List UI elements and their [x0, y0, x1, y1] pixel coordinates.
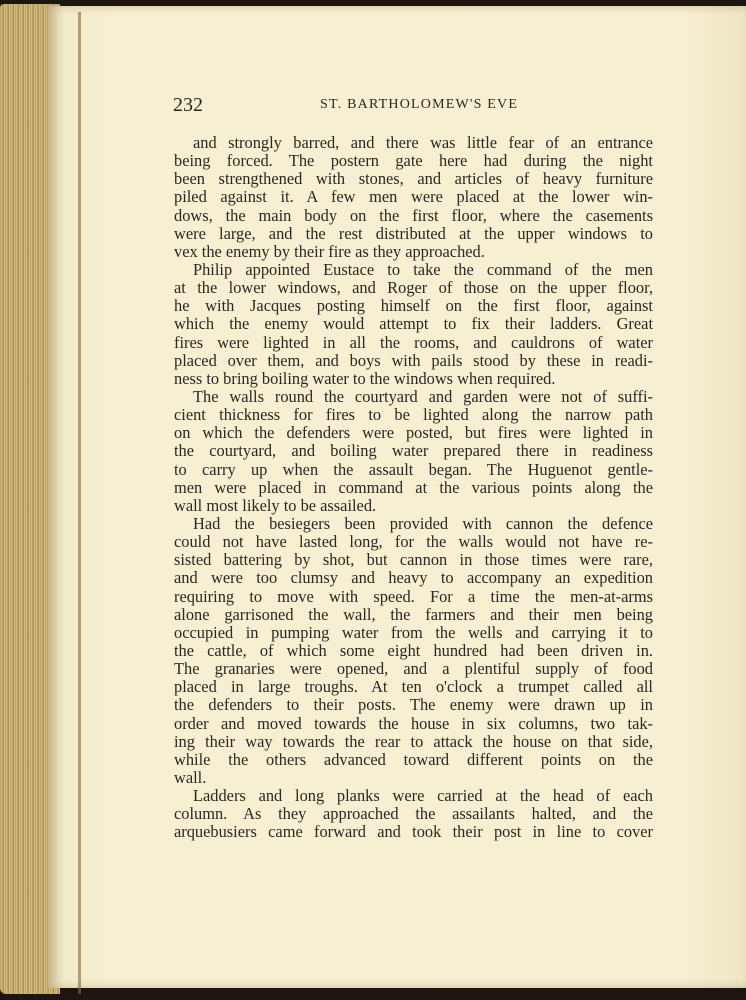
- text-line: the courtyard, and boiling water prepared there in readiness: [174, 441, 653, 461]
- running-title: ST. BARTHOLOMEW'S EVE: [320, 97, 519, 112]
- text-line: arquebusiers came forward and took their post in line to cover: [174, 822, 653, 842]
- paragraph: [174, 515, 653, 787]
- text-line: column. As they approached the assailants halted, and the: [174, 804, 653, 824]
- text-line: which the enemy would attempt to fix their ladders. Great: [174, 314, 653, 334]
- text-line: wall most likely to be assailed.: [174, 495, 377, 515]
- text-line: on which the defenders were posted, but fires were lighted in: [174, 423, 653, 443]
- text-line: men were placed in command at the various points along the: [174, 477, 653, 497]
- text-line: alone garrisoned the wall, the farmers and their men being: [174, 604, 653, 624]
- text-line: placed in large troughs. At ten o'clock a trumpet called all: [174, 677, 653, 697]
- text-line: at the lower windows, and Roger of those on the upper floor,: [174, 278, 653, 298]
- text-line: wall.: [174, 767, 207, 787]
- text-line: could not have lasted long, for the walls would not have re-: [174, 532, 653, 552]
- text-line: requiring to move with speed. For a time the men-at-arms: [174, 586, 653, 606]
- text-line: The granaries were opened, and a plentiful supply of food: [174, 659, 653, 679]
- text-line: occupied in pumping water from the wells and carrying it to: [174, 622, 653, 642]
- page-header: [170, 94, 656, 118]
- text-line: being forced. The postern gate here had during the night: [174, 151, 653, 171]
- text-line: were large, and the rest distributed at the upper windows to: [174, 223, 653, 243]
- paragraph: [174, 134, 653, 261]
- paragraph: [174, 261, 653, 388]
- text-line: order and moved towards the house in six columns, two tak-: [174, 713, 653, 733]
- text-line: vex the enemy by their fire as they approached.: [174, 241, 485, 261]
- text-line: to carry up when the assault began. The Huguenot gentle-: [174, 459, 653, 479]
- text-line: and strongly barred, and there was little fear of an entrance: [193, 133, 653, 152]
- gutter-shadow: [78, 12, 81, 994]
- text-line: the defenders to their posts. The enemy were drawn up in: [174, 695, 653, 715]
- text-line: cient thickness for fires to be lighted along the narrow path: [174, 405, 653, 425]
- text-line: The walls round the courtyard and garden were not of suffi-: [193, 386, 653, 406]
- text-line: dows, the main body on the first floor, where the casements: [174, 205, 653, 225]
- text-line: fires were lighted in all the rooms, and cauldrons of water: [174, 332, 653, 352]
- paragraph: [174, 787, 653, 841]
- text-line: Ladders and long planks were carried at the head of each: [193, 786, 653, 806]
- paragraph: [174, 388, 653, 515]
- body-text: [174, 134, 653, 841]
- text-line: sisted battering by shot, but cannon in those times were rare,: [174, 550, 653, 570]
- text-line: Philip appointed Eustace to take the command of the men: [193, 259, 653, 279]
- text-line: been strengthened with stones, and articles of heavy furniture: [174, 169, 653, 189]
- text-line: placed over them, and boys with pails stood by these in readi-: [174, 350, 653, 370]
- text-line: he with Jacques posting himself on the first floor, against: [174, 296, 653, 316]
- text-line: ness to bring boiling water to the windows when required.: [174, 368, 556, 388]
- text-line: Had the besiegers been provided with cannon the defence: [193, 513, 653, 533]
- page-number: 232: [173, 94, 203, 116]
- text-line: ing their way towards the rear to attack the house on that side,: [174, 731, 653, 751]
- text-line: piled against it. A few men were placed at the lower win-: [174, 187, 653, 207]
- text-line: and were too clumsy and heavy to accompany an expedition: [174, 568, 653, 588]
- text-line: while the others advanced toward different points on the: [174, 749, 653, 769]
- text-line: the cattle, of which some eight hundred had been driven in.: [174, 640, 653, 660]
